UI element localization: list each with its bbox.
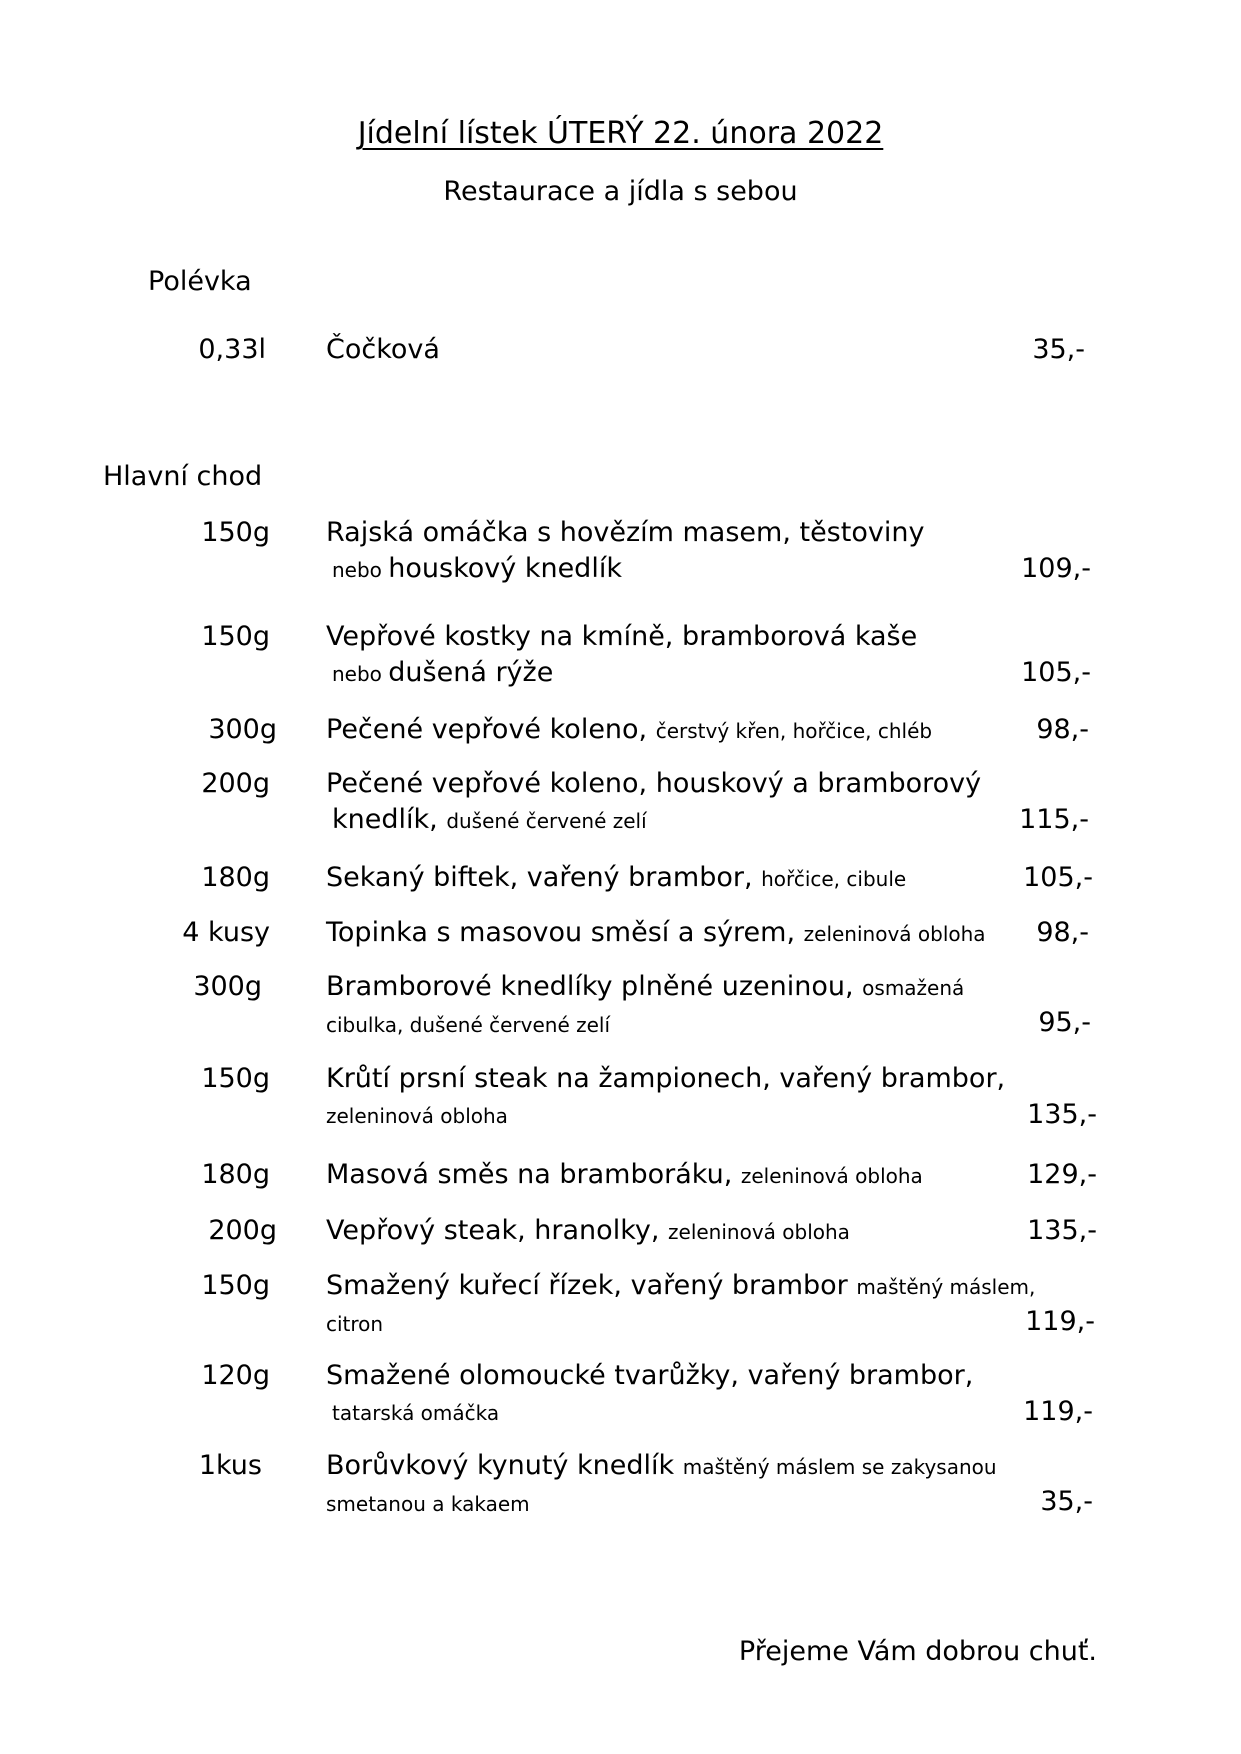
- item-line-1: [326, 969, 1026, 1006]
- item-note: zeleninová obloha: [740, 1164, 923, 1188]
- item-line-1: [326, 766, 1026, 802]
- item-note: zeleninová obloha: [803, 922, 986, 946]
- item-description: [326, 1213, 1026, 1250]
- item-line-1: [326, 860, 1026, 897]
- item-main-text: Borůvkový kynutý knedlík: [326, 1450, 683, 1481]
- item-main-text: houskový knedlík: [388, 553, 622, 584]
- item-line-2: [326, 1485, 1026, 1522]
- item-line-1: [326, 1213, 1026, 1250]
- item-quantity: 200g: [208, 1215, 277, 1246]
- item-price: 105,-: [1021, 657, 1091, 688]
- item-description: [326, 1448, 1026, 1522]
- item-price: 105,-: [1023, 862, 1093, 893]
- item-main-text: Masová směs na bramboráku,: [326, 1159, 741, 1190]
- item-quantity: 150g: [201, 621, 270, 652]
- item-price: 129,-: [1027, 1159, 1097, 1190]
- item-note: tatarská omáčka: [332, 1401, 500, 1425]
- item-quantity: 180g: [201, 862, 270, 893]
- item-description: [326, 1061, 1026, 1134]
- item-price: 115,-: [1019, 804, 1089, 835]
- item-main-text: dušená rýže: [388, 657, 554, 688]
- item-line-1: [326, 1268, 1036, 1305]
- item-main-text: Pečené vepřové koleno, houskový a bramborový: [326, 768, 982, 799]
- item-main-text: Topinka s masovou směsí a sýrem,: [326, 917, 804, 948]
- title-text: Jídelní lístek ÚTERÝ 22. února 2022: [357, 116, 884, 151]
- page-title: [0, 114, 1241, 154]
- item-line-2: [326, 1305, 1026, 1342]
- item-note: dušené červené zelí: [446, 809, 647, 833]
- section-heading-mains: Hlavní chod: [103, 461, 263, 492]
- item-note: čerstvý křen, hořčice, chléb: [655, 719, 933, 743]
- item-note: nebo: [332, 662, 389, 686]
- section-heading-soup: Polévka: [148, 266, 252, 297]
- item-main-text: Pečené vepřové koleno,: [326, 714, 656, 745]
- item-description: [326, 619, 1026, 692]
- item-quantity: 150g: [201, 1063, 270, 1094]
- item-main-text: Vepřový steak, hranolky,: [326, 1215, 669, 1246]
- item-note: nebo: [332, 558, 389, 582]
- item-quantity: 4 kusy: [182, 917, 270, 948]
- item-line-1: [326, 515, 1026, 551]
- item-description: [326, 332, 1026, 368]
- item-main-text: knedlík,: [332, 804, 447, 835]
- item-description: [326, 1358, 1026, 1431]
- item-line-2: [326, 802, 1026, 839]
- item-note: maštěný máslem,: [856, 1275, 1036, 1299]
- item-description: [326, 712, 1026, 749]
- item-quantity: 200g: [201, 768, 270, 799]
- item-main-text: Krůtí prsní steak na žampionech, vařený brambor,: [326, 1063, 1006, 1094]
- item-description: [326, 1268, 1036, 1342]
- item-price: 119,-: [1023, 1396, 1093, 1427]
- item-line-1: [326, 915, 1026, 952]
- item-line-1: [326, 1061, 1026, 1097]
- item-main-text: Vepřové kostky na kmíně, bramborová kaše: [326, 621, 918, 652]
- item-note: cibulka, dušené červené zelí: [326, 1013, 611, 1037]
- item-quantity: 180g: [201, 1159, 270, 1190]
- item-price: 119,-: [1025, 1306, 1095, 1337]
- item-description: [326, 515, 1026, 588]
- item-note: zeleninová obloha: [668, 1220, 850, 1244]
- item-quantity: 300g: [208, 714, 277, 745]
- item-price: 35,-: [1032, 334, 1085, 365]
- item-description: [326, 1157, 1026, 1194]
- item-line-2: [326, 1097, 1026, 1134]
- item-price: 109,-: [1021, 553, 1091, 584]
- item-line-2: [326, 1394, 1026, 1431]
- item-line-1: [326, 1448, 1026, 1485]
- item-name: Čočková: [326, 334, 440, 365]
- item-main-text: Smažený kuřecí řízek, vařený brambor: [326, 1270, 857, 1301]
- item-line-1: [326, 712, 1026, 749]
- item-quantity: 1kus: [198, 1450, 262, 1481]
- item-price: 35,-: [1040, 1486, 1093, 1517]
- item-note: zeleninová obloha: [326, 1104, 508, 1128]
- item-description: [326, 860, 1026, 897]
- item-price: 98,-: [1036, 917, 1089, 948]
- item-main-text: Smažené olomoucké tvarůžky, vařený brambor,: [326, 1360, 974, 1391]
- item-quantity: 120g: [201, 1360, 270, 1391]
- item-quantity: 0,33l: [198, 334, 266, 365]
- item-description: [326, 915, 1026, 952]
- item-line-2: [326, 1006, 1026, 1043]
- item-quantity: 300g: [193, 971, 262, 1002]
- item-description: [326, 969, 1026, 1043]
- item-quantity: 150g: [201, 517, 270, 548]
- item-line-1: [326, 1157, 1026, 1194]
- item-price: 135,-: [1027, 1215, 1097, 1246]
- item-price: 135,-: [1027, 1099, 1097, 1130]
- closing-greeting: Přejeme Vám dobrou chuť.: [738, 1636, 1097, 1667]
- item-note: osmažená: [862, 976, 965, 1000]
- item-note: citron: [326, 1312, 384, 1336]
- page-subtitle: Restaurace a jídla s sebou: [443, 176, 798, 207]
- item-price: 98,-: [1036, 714, 1089, 745]
- item-price: 95,-: [1038, 1007, 1091, 1038]
- item-quantity: 150g: [201, 1270, 270, 1301]
- item-main-text: Rajská omáčka s hovězím masem, těstoviny: [326, 517, 925, 548]
- item-note: hořčice, cibule: [761, 867, 907, 891]
- item-note: maštěný máslem se zakysanou: [682, 1455, 997, 1479]
- item-line-2: [326, 551, 1026, 588]
- item-note: smetanou a kakaem: [326, 1492, 530, 1516]
- item-line-2: [326, 655, 1026, 692]
- item-line-1: [326, 619, 1026, 655]
- item-main-text: Bramborové knedlíky plněné uzeninou,: [326, 971, 863, 1002]
- item-main-text: Sekaný biftek, vařený brambor,: [326, 862, 762, 893]
- item-line-1: [326, 1358, 1026, 1394]
- item-description: [326, 766, 1026, 839]
